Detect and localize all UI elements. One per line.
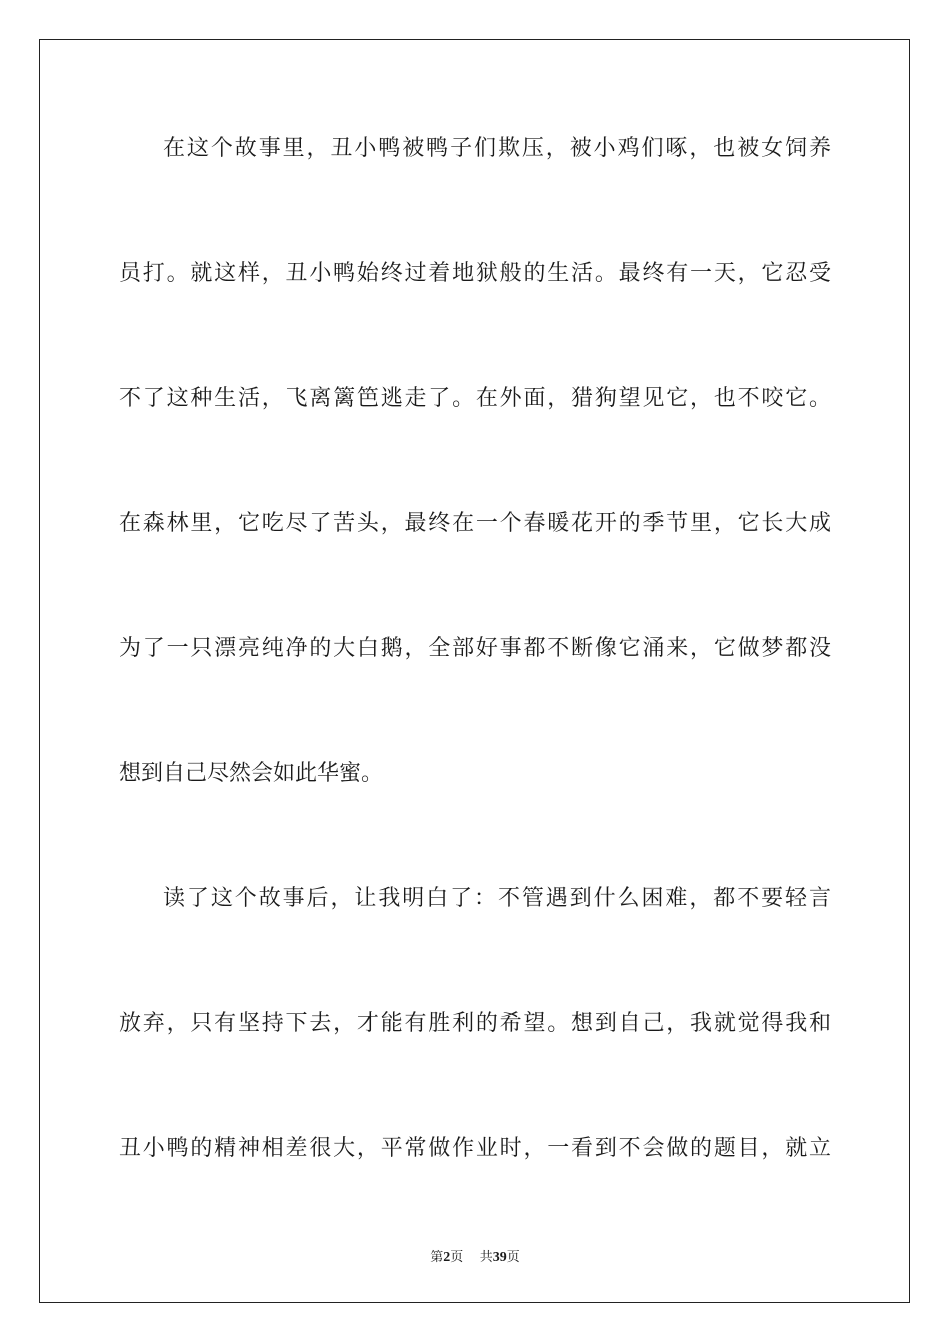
paragraph-1-line-3: 不了这种生活，飞离篱笆逃走了。在外面，猎狗望见它，也不咬它。 (119, 386, 831, 411)
paragraph-1-line-1: 在这个故事里，丑小鸭被鸭子们欺压，被小鸡们啄，也被女饲养 (163, 136, 831, 161)
paragraph-1-line-5: 为了一只漂亮纯净的大白鹅，全部好事都不断像它涌来，它做梦都没 (119, 636, 831, 661)
paragraph-2-line-3: 丑小鸭的精神相差很大，平常做作业时，一看到不会做的题目，就立 (119, 1136, 831, 1161)
page-border (39, 39, 910, 1303)
footer-total-prefix: 共 (479, 1250, 493, 1265)
footer-total-pages: 39 (492, 1250, 507, 1265)
paragraph-1-line-6: 想到自己尽然会如此华蜜。 (119, 761, 384, 786)
footer-total-suffix: 页 (506, 1250, 520, 1265)
page-footer (0, 1246, 950, 1266)
footer-page-prefix: 第 (430, 1250, 444, 1265)
paragraph-2-line-1: 读了这个故事后，让我明白了：不管遇到什么困难，都不要轻言 (163, 886, 831, 911)
footer-page-suffix: 页 (450, 1250, 464, 1265)
footer-page-number: 2 (443, 1250, 451, 1265)
paragraph-2-line-2: 放弃，只有坚持下去，才能有胜利的希望。想到自己，我就觉得我和 (119, 1011, 831, 1036)
paragraph-1-line-2: 员打。就这样，丑小鸭始终过着地狱般的生活。最终有一天，它忍受 (119, 261, 831, 286)
paragraph-1-line-4: 在森林里，它吃尽了苦头，最终在一个春暖花开的季节里，它长大成 (119, 511, 831, 536)
